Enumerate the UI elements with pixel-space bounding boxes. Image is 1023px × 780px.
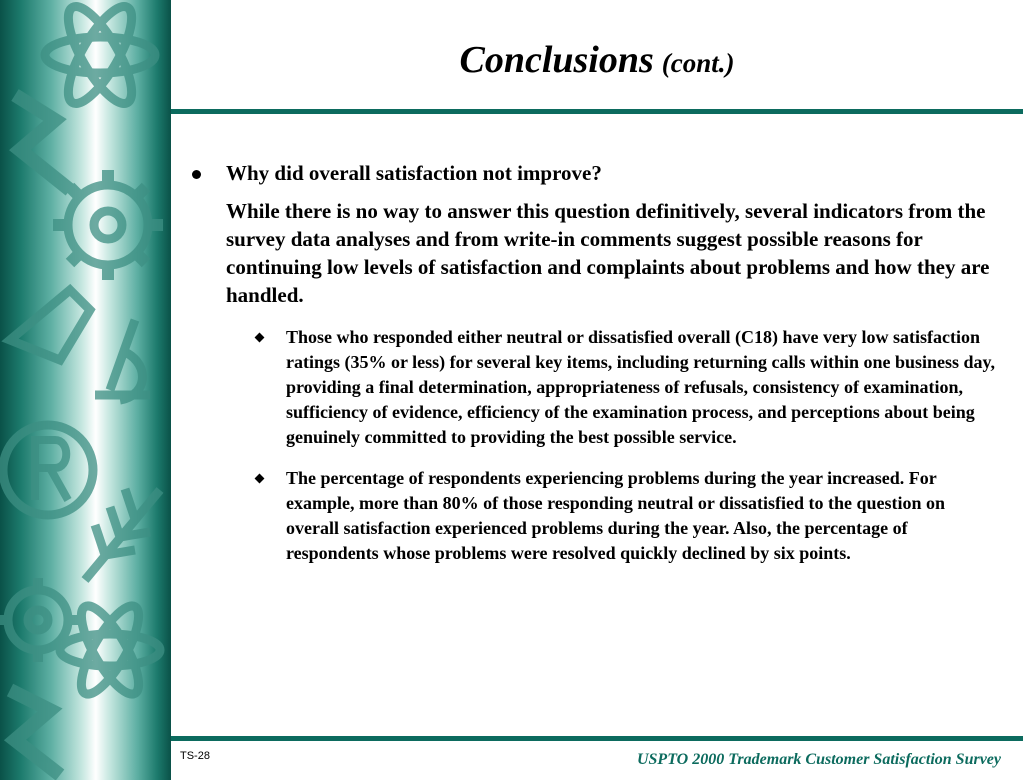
question-text: Why did overall satisfaction not improve? [226,161,602,185]
lightning-icon [15,95,70,190]
atom-icon-bottom [60,599,160,702]
slide-content [190,160,1000,566]
decorative-sidebar [0,0,171,780]
title-suffix: (cont.) [661,48,735,78]
footer-text: USPTO 2000 Trademark Customer Satisfaction Survey [636,751,1001,768]
atom-icon [45,0,155,112]
top-divider [171,109,1023,114]
wheat-icon [85,489,160,580]
intro-paragraph: While there is no way to answer this question definitively, several indicators from the survey data analyses and from write-in comments suggest possible reasons for continuing low levels of satisfaction and complaints about problems and how they are handled. [226,199,990,307]
subpoint-2 [190,466,1000,566]
microscope-icon [95,320,150,400]
slide-number: TS-28 [180,750,210,762]
flask-icon [10,290,90,360]
bottom-divider [171,736,1023,741]
title-text: Conclusions [459,39,654,81]
question-bullet [190,160,1000,187]
subpoint-1 [190,325,1000,450]
gear-icon-bottom [0,578,80,662]
subpoint-text: Those who responded either neutral or dissatisfied overall (C18) have very low satisfaction ratings (35% or less) for several key items, including returning calls within one business day, providing a final determination, appropriateness of refusals, consistency of examination, sufficiency of evidence, efficiency of the examination process, and perceptions about being genuinely committed to providing the best possible service. [286,327,996,447]
bullet-dot-icon [192,170,201,179]
registered-icon [3,425,93,515]
sidebar-icons [0,0,171,780]
subpoint-text: The percentage of respondents experiencing problems during the year increased. For example, more than 80% of those responding neutral or dissatisfied to the question on overall satisfaction experienced problems during the year. Also, the percentage of respondents whose problems were resolved quickly declined by six points. [286,468,946,563]
lightning-icon-bottom [10,690,60,775]
slide-title [171,38,1023,82]
diamond-bullet-icon [255,474,265,484]
diamond-bullet-icon [255,333,265,343]
